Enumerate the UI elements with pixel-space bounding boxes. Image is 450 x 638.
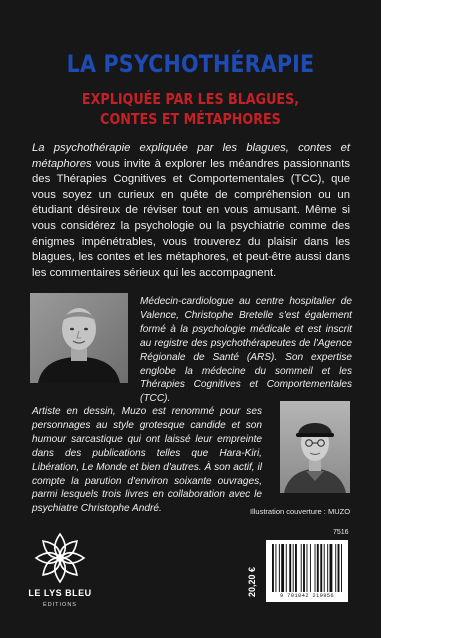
- book-blurb: [32, 141, 350, 281]
- author-photo: [30, 293, 128, 383]
- illustrator-photo: [280, 401, 350, 493]
- lotus-flower-icon: [32, 530, 88, 586]
- man-portrait-photo-icon: [30, 293, 128, 383]
- book-title: LA PSYCHOTHÉRAPIE: [66, 50, 315, 78]
- author-bio: Médecin-cardiologue au centre hospitalier de Valence, Christophe Bretelle s'est également formé à la psychologie médicale et est inscrit au registre des psychothérapeutes de l'Agence Régionale de Santé (ARS). Son expertise englobe la médecine du sommeil et les Thérapies Cognitives et Comportementales (TCC).: [140, 296, 352, 405]
- blurb-italic-lead: La psychothérapie expliquée par les blagues, contes et métaphores: [32, 142, 350, 170]
- illustrator-bio: Artiste en dessin, Muzo est renommé pour ses personnages au style grotesque candide et son humour sarcastique qui ont laissé leur empreinte dans des publications telles que Hara-Kiri, Libération, Le Monde et bien d'autres. À son actif, il compte la parution d'environ soixante ouvrages, parmi lesquels trois livres en collaboration avec le psychiatre Christophe André.: [32, 406, 262, 515]
- price-label: 20,20 €: [247, 566, 257, 598]
- book-subtitle-line2: CONTES ET MÉTAPHORES: [100, 110, 281, 128]
- book-subtitle-line1: EXPLIQUÉE PAR LES BLAGUES,: [81, 90, 300, 108]
- publisher-subtitle: ÉDITIONS: [43, 602, 77, 608]
- publisher-name: LE LYS BLEU: [28, 588, 92, 598]
- illustration-credit: Illustration couverture : MUZO: [250, 507, 351, 516]
- blurb-text: vous invite à explorer les méandres passionnants des Thérapies Cognitives et Comportementales (TCC), que vous soyez un curieux en quête de compréhension ou un étudiant désireux de réviser tout en vous amusant. Même si vous considérez la psychologie ou la psychiatrie comme des énigmes impénétrables, vous trouverez du plaisir dans les blagues, les contes et les métaphores, et peut-être aussi dans les commentaires sérieux qui les accompagnent.: [32, 157, 350, 279]
- barcode-bars: [272, 544, 342, 592]
- page-margin: [381, 0, 450, 638]
- barcode: [266, 540, 348, 602]
- isbn-number: 9 791042 219956: [279, 592, 334, 599]
- man-with-cap-photo-icon: [280, 401, 350, 493]
- book-code: 7516: [333, 529, 349, 536]
